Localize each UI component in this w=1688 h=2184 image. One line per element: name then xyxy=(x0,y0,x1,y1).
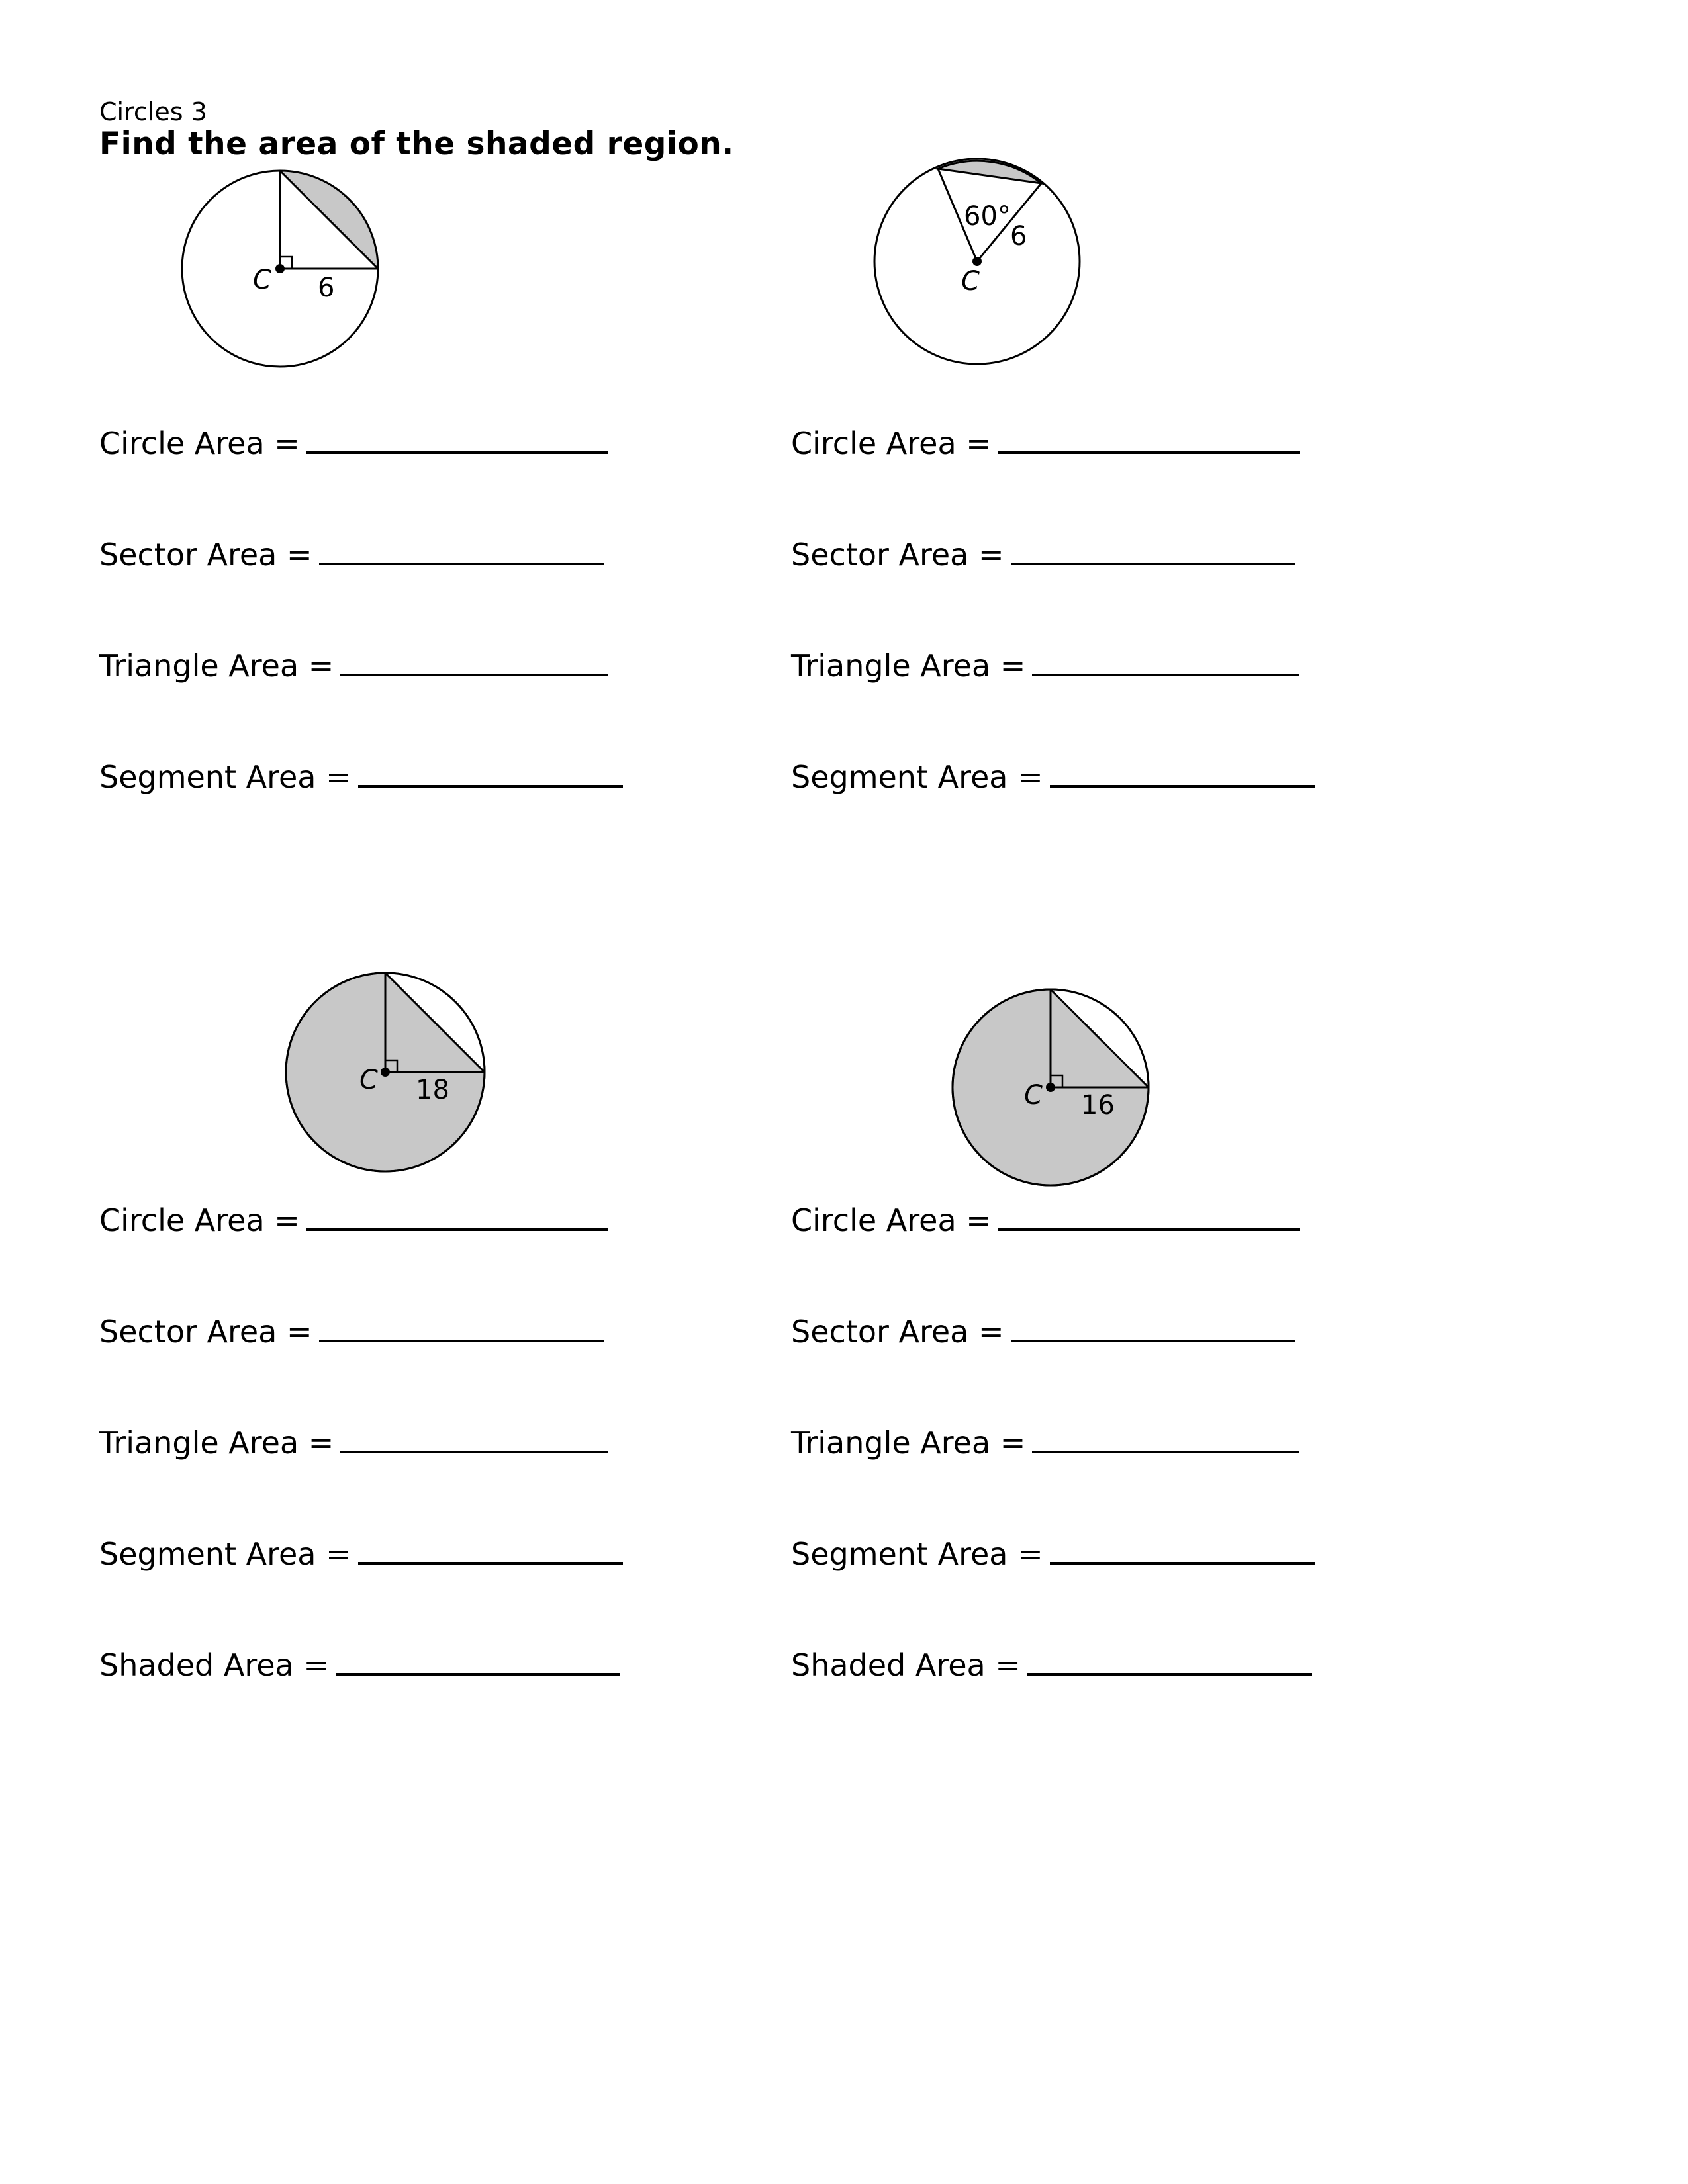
problem-4-figure xyxy=(949,985,1160,1197)
worksheet-subtitle: Circles 3 xyxy=(99,97,207,126)
answer-blank[interactable] xyxy=(336,1647,620,1676)
answer-label: Segment Area = xyxy=(99,759,352,795)
answer-label: Sector Area = xyxy=(791,1314,1004,1349)
problem-1-figure xyxy=(179,165,391,377)
answer-blank[interactable] xyxy=(306,1202,608,1231)
answer-label: Sector Area = xyxy=(99,1314,312,1349)
answer-line xyxy=(791,425,1300,459)
answer-label: Segment Area = xyxy=(791,759,1043,795)
problem-3-figure xyxy=(281,970,493,1181)
answer-label: Sector Area = xyxy=(99,537,312,572)
center-point xyxy=(381,1068,390,1077)
answer-blank[interactable] xyxy=(1050,1535,1315,1565)
answer-line xyxy=(791,758,1315,795)
answer-line xyxy=(791,647,1299,684)
answer-line xyxy=(99,647,608,684)
answer-line xyxy=(99,536,604,570)
answer-line xyxy=(99,1647,620,1683)
answer-label: Circle Area = xyxy=(99,426,300,461)
answer-line xyxy=(791,1535,1315,1572)
answer-blank[interactable] xyxy=(1027,1647,1312,1676)
answer-line xyxy=(99,1535,623,1572)
answer-blank[interactable] xyxy=(319,536,604,565)
answer-blank[interactable] xyxy=(306,425,608,454)
answer-blank[interactable] xyxy=(998,425,1300,454)
answer-label: Triangle Area = xyxy=(99,648,334,684)
center-point xyxy=(1046,1083,1055,1092)
answer-label: Shaded Area = xyxy=(99,1647,329,1683)
answer-blank[interactable] xyxy=(358,758,623,788)
angle-label: 60° xyxy=(964,201,1011,232)
answer-blank[interactable] xyxy=(358,1535,623,1565)
answer-label: Segment Area = xyxy=(99,1536,352,1572)
answer-label: Sector Area = xyxy=(791,537,1004,572)
answer-line xyxy=(99,1313,604,1347)
center-point xyxy=(275,264,285,273)
answer-line xyxy=(791,1647,1312,1683)
answer-line xyxy=(791,1313,1295,1347)
answer-line xyxy=(791,1202,1300,1236)
answer-blank[interactable] xyxy=(319,1313,604,1342)
center-label: C xyxy=(253,265,271,295)
answer-label: Triangle Area = xyxy=(791,648,1026,684)
answer-label: Circle Area = xyxy=(99,1203,300,1238)
answer-label: Segment Area = xyxy=(791,1536,1043,1572)
answer-line xyxy=(99,425,608,459)
radius-label: 6 xyxy=(1010,221,1027,251)
center-label: C xyxy=(359,1065,378,1095)
answer-label: Triangle Area = xyxy=(99,1425,334,1461)
answer-blank[interactable] xyxy=(1032,1424,1299,1453)
answer-line xyxy=(791,536,1295,570)
problem-2-figure xyxy=(872,159,1091,371)
center-label: C xyxy=(961,266,980,296)
answer-label: Circle Area = xyxy=(791,1203,992,1238)
answer-line xyxy=(99,1424,608,1461)
answer-blank[interactable] xyxy=(1011,536,1295,565)
answer-label: Shaded Area = xyxy=(791,1647,1021,1683)
center-label: C xyxy=(1024,1080,1043,1111)
answer-blank[interactable] xyxy=(1011,1313,1295,1342)
worksheet-title: Find the area of the shaded region. xyxy=(99,126,734,162)
center-point xyxy=(972,257,982,266)
answer-label: Circle Area = xyxy=(791,426,992,461)
answer-line xyxy=(791,1424,1299,1461)
answer-blank[interactable] xyxy=(998,1202,1300,1231)
answer-blank[interactable] xyxy=(1050,758,1315,788)
answer-blank[interactable] xyxy=(340,1424,608,1453)
radius-label: 16 xyxy=(1081,1090,1115,1120)
radius-label: 6 xyxy=(318,273,335,303)
answer-line xyxy=(99,1202,608,1236)
answer-blank[interactable] xyxy=(1032,647,1299,676)
answer-line xyxy=(99,758,623,795)
answer-blank[interactable] xyxy=(340,647,608,676)
radius-label: 18 xyxy=(416,1075,449,1105)
answer-label: Triangle Area = xyxy=(791,1425,1026,1461)
